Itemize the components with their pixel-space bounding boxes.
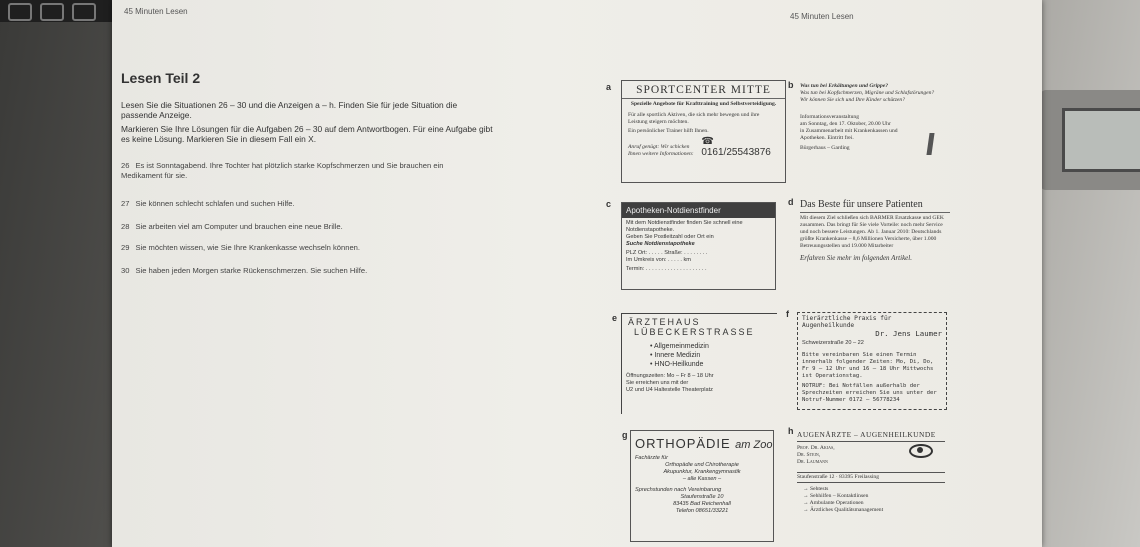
situation-text: Es ist Sonntagabend. Ihre Tochter hat plötzlich starke Kopfschmerzen und Sie brauchen ein Medikament für sie.: [121, 161, 444, 180]
situation-29: [121, 243, 541, 253]
ad-f-line2: NOTRUF: Bei Notfällen außerhalb der Sprechzeiten erreichen Sie uns unter der Notruf-Nummer 0172 – 56778234: [802, 383, 937, 403]
ad-f-tierarzt: [797, 312, 947, 410]
ad-a-sub: Spezielle Angebote für Krafttraining und Selbstverteidigung.: [630, 101, 777, 107]
situation-number: 27: [121, 199, 130, 208]
ad-h-item: → Ärztliches Qualitätsmanagement: [803, 507, 884, 513]
ad-c-line1: Mit dem Notdienstfinder finden Sie schnell eine Notdienstapotheke.: [626, 220, 743, 233]
ad-e-item: • HNO-Heilkunde: [650, 361, 704, 368]
situation-text: Sie möchten wissen, wie Sie Ihre Krankenkasse wechseln können.: [135, 243, 361, 252]
ad-c-line5: Im Umkreis von: . . . . . km: [626, 257, 691, 263]
ad-c-line6: Termin: . . . . . . . . . . . . . . . . . . . .: [626, 266, 707, 272]
ad-e-letter: e: [612, 313, 618, 323]
ad-g-line2: Orthopädie und Chirotherapie: [665, 462, 739, 468]
ad-a-line3: Anruf genügt: Wir schicken Ihnen weitere Informationen:: [628, 144, 694, 157]
situation-number: 30: [121, 266, 130, 275]
ad-h-name2: Dr. Stein,: [797, 452, 821, 458]
ad-h-name1: Prof. Dr. Akias,: [797, 445, 835, 451]
ad-b-head1: Was tun bei Erkältungen und Grippe?: [800, 83, 889, 89]
ad-g-line1: Fachärzte für: [635, 455, 668, 461]
instruction-1: Lesen Sie die Situationen 26 – 30 und die Anzeigen a – h. Finden Sie für jede Situation die passende Anzeige.: [121, 100, 458, 120]
ad-d-letter: d: [788, 197, 794, 207]
page-header-right: 45 Minuten Lesen: [790, 12, 854, 21]
situation-27: [121, 199, 541, 209]
ad-g-orthopaedie: [630, 430, 774, 542]
ad-f-line1: Bitte vereinbaren Sie einen Termin innerhalb folgender Zeiten: Mo, Di, Do, Fr 9 – 12 Uhr und 16 – 18 Uhr Mittwochs ist Operationstag.: [802, 352, 934, 379]
ad-d-line2: Erfahren Sie mehr im folgenden Artikel.: [800, 254, 912, 262]
ad-g-title: ORTHOPÄDIE: [635, 436, 731, 451]
ad-h-name3: Dr. Laumann: [797, 459, 828, 465]
ad-g-letter: g: [622, 430, 628, 440]
ad-h-title: AUGENÄRZTE – AUGENHEILKUNDE: [797, 430, 945, 442]
ad-c-letter: c: [606, 199, 612, 209]
situation-number: 26: [121, 161, 130, 170]
ad-e-item: • Allgemeinmedizin: [650, 343, 709, 350]
ad-b-line1: Informationsveranstaltung: [800, 114, 860, 120]
ad-g-title2: am Zoo: [735, 439, 773, 451]
ad-e-line1: Öffnungszeiten: Mo – Fr 8 – 18 Uhr: [626, 373, 714, 379]
situation-text: Sie haben jeden Morgen starke Rückenschmerzen. Sie suchen Hilfe.: [135, 266, 368, 275]
ad-e-line3: U2 und U4 Haltestelle Theaterplatz: [626, 387, 713, 393]
ad-g-line6: Staufenstraße 10: [680, 494, 724, 500]
ad-d-line1: Mit diesem Ziel schließen sich BARMER Ersatzkasse und GEK zusammen. Das bringt für Sie viele Vorteile: noch mehr Service und noch bessere Leistungen. Ab 1. Januar 2010: Deutschlands größte Krankenkasse – 8,6 Millionen Versicherte, über 1.000 Betreuungsstellen und 19.000 Mitarbeiter: [800, 215, 944, 249]
situation-number: 28: [121, 222, 130, 231]
eye-icon: [909, 444, 933, 458]
ad-c-notdienstfinder: [621, 202, 776, 290]
binder-ring: [40, 3, 64, 21]
ad-h-augenaerzte: [797, 430, 945, 540]
ad-e-title1: ÄRZTEHAUS: [628, 317, 701, 327]
ad-h-item: → Sehtests: [803, 486, 829, 492]
ad-b-head3: Wir können Sie sich und Ihre Kinder schützen?: [800, 97, 905, 103]
ad-g-line8: Telefon 08651/33221: [675, 508, 729, 514]
situation-number: 29: [121, 243, 130, 252]
ad-h-item: → Ambulante Operationen: [803, 500, 864, 506]
ad-b-line2: am Sonntag, den 17. Oktober, 20.00 Uhr: [800, 121, 891, 127]
divider: [800, 212, 950, 213]
ad-a-sportcenter: [621, 80, 786, 183]
binder-ring: [8, 3, 32, 21]
ad-b-letter: b: [788, 80, 794, 90]
situation-30: [121, 266, 541, 276]
situation-text: Sie können schlecht schlafen und suchen Hilfe.: [135, 199, 295, 208]
ad-h-item: → Sehhilfen – Kontaktlinsen: [803, 493, 869, 499]
ad-c-line3: Suche Notdienstapotheke: [626, 241, 695, 247]
situation-28: [121, 222, 541, 232]
binder-ring: [72, 3, 96, 21]
ad-d-krankenkasse: [800, 199, 950, 291]
ad-c-line2: Geben Sie Postleitzahl oder Ort ein: [626, 234, 714, 240]
instruction-2: Markieren Sie Ihre Lösungen für die Aufgaben 26 – 30 auf dem Antwortbogen. Für eine Aufgabe gibt es keine Lösung. Markieren Sie in diesem Fall ein X.: [121, 124, 493, 144]
ad-g-line3: Akupunktur, Krankengymnastik: [663, 469, 741, 475]
ad-a-phone: ☎ 0161/25543876: [701, 136, 771, 158]
ad-e-title2: LÜBECKERSTRASSE: [634, 327, 755, 337]
ad-b-line4: Bürgerhaus – Garding: [800, 145, 850, 151]
ad-h-address: Staufenstraße 12 · 83395 Freilassing: [797, 472, 945, 483]
ad-a-title: SPORTCENTER MITTE: [622, 81, 785, 99]
ad-f-letter: f: [786, 309, 789, 319]
ad-a-line2: Ein persönlicher Trainer hilft Ihnen.: [628, 128, 709, 134]
situation-26: [121, 161, 481, 181]
binder-rings: [0, 0, 112, 22]
calculator-device: [1040, 90, 1140, 190]
ad-a-line1: Für alle sportlich Aktiven, die sich mehr bewegen und ihre Leistung steigern möchten.: [628, 112, 760, 125]
ad-e-aerztehaus: [621, 313, 777, 414]
situation-text: Sie arbeiten viel am Computer und brauchen eine neue Brille.: [135, 222, 343, 231]
ad-f-address: Schweizerstraße 20 – 22: [802, 340, 864, 346]
ad-e-line2: Sie erreichen uns mit der: [626, 380, 689, 386]
ad-f-title: Tierärztliche Praxis für Augenheilkunde: [802, 315, 892, 329]
ad-c-title: Apotheken-Notdienstfinder: [622, 203, 775, 218]
ad-b-infoevent: [800, 83, 935, 181]
ad-f-name: Dr. Jens Laumer: [875, 329, 942, 338]
ad-b-head2: Was tun bei Kopfschmerzen, Migräne und Schlafstörungen?: [800, 90, 935, 96]
ad-b-line3: in Zusammenarbeit mit Krankenkassen und Apotheken. Eintritt frei.: [800, 128, 898, 141]
ad-g-line4: – alle Kassen –: [682, 476, 722, 482]
section-title: Lesen Teil 2: [121, 70, 201, 86]
page-header-left: 45 Minuten Lesen: [124, 7, 188, 16]
ad-d-title: Das Beste für unsere Patienten: [800, 199, 923, 210]
ad-e-items: [622, 337, 777, 369]
ad-g-line5: Sprechstunden nach Vereinbarung: [635, 487, 722, 493]
ad-a-letter: a: [606, 82, 612, 92]
ad-h-letter: h: [788, 426, 794, 436]
device-screen: [1062, 108, 1140, 172]
ad-e-item: • Innere Medizin: [650, 352, 701, 359]
ad-g-line7: 83435 Bad Reichenhall: [673, 501, 731, 507]
ad-c-line4: PLZ Ort: . . . . . Straße: . . . . . . . .: [626, 250, 708, 256]
